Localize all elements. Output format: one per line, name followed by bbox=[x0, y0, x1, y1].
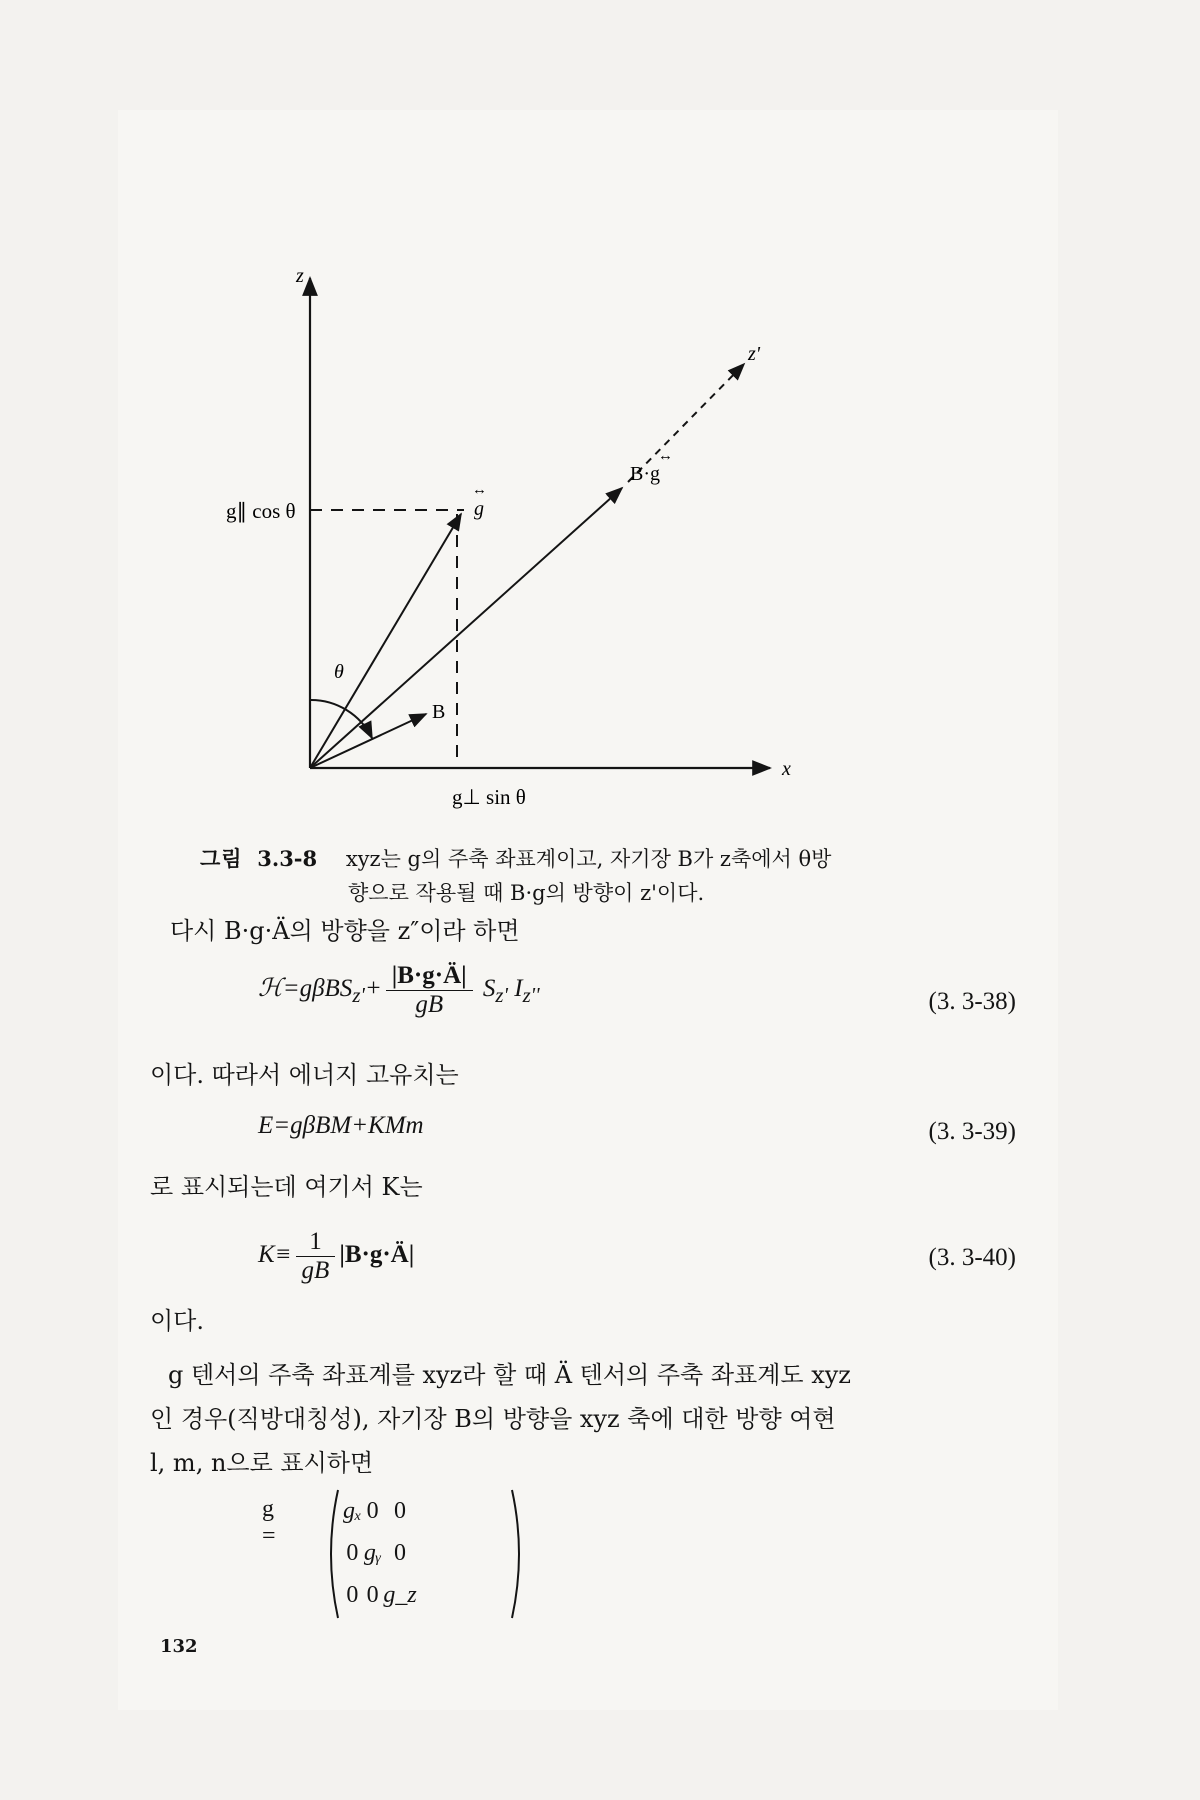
matrix-table bbox=[342, 1490, 418, 1616]
eq40-numerator: 1 bbox=[296, 1228, 336, 1257]
matrix-cell: g_z bbox=[383, 1581, 417, 1608]
bg-vector bbox=[310, 488, 622, 768]
g-label: g bbox=[474, 498, 484, 520]
b-label: B bbox=[432, 701, 446, 723]
matrix-row bbox=[342, 1574, 418, 1616]
caption-line1: xyz는 g의 주축 좌표계이고, 자기장 B가 z축에서 θ방 bbox=[345, 847, 832, 871]
eq38-numerator: |B·g·Ä| bbox=[386, 962, 473, 991]
eq38-sub3: z'' bbox=[522, 983, 540, 1008]
matrix-cell: 0 bbox=[394, 1497, 407, 1524]
paragraph-2: 이다. 따라서 에너지 고유치는 bbox=[150, 1061, 459, 1089]
matrix-bracket-left bbox=[322, 1488, 342, 1620]
g-tensor-mark: ↔ bbox=[472, 482, 487, 498]
eq38-sub1: z' bbox=[352, 983, 365, 1008]
matrix-cell: gₓ bbox=[343, 1497, 362, 1524]
matrix-cell: 0 bbox=[394, 1539, 407, 1566]
g-vector bbox=[310, 514, 461, 768]
caption-number: 3.3-8 bbox=[257, 846, 318, 871]
eq38-fraction bbox=[386, 962, 473, 1019]
zprime-label: z' bbox=[748, 343, 761, 365]
paragraph-4: 이다. bbox=[150, 1307, 204, 1335]
gpar-label: g∥ cos θ bbox=[226, 499, 296, 523]
eq40-denominator: gB bbox=[301, 1257, 330, 1284]
matrix-bracket-right bbox=[508, 1488, 528, 1620]
eq38-sub2: z' bbox=[495, 983, 508, 1008]
theta-label: θ bbox=[334, 661, 344, 683]
matrix-lhs: g = bbox=[262, 1496, 276, 1549]
eq40-number: (3. 3-40) bbox=[928, 1244, 1016, 1271]
equation-3-3-38 bbox=[258, 962, 540, 1019]
equation-3-3-40 bbox=[258, 1228, 414, 1285]
eq40-rhs: |B·g·Ä| bbox=[339, 1241, 415, 1269]
matrix-cell: gᵧ bbox=[363, 1539, 382, 1566]
theta-arc bbox=[310, 700, 372, 738]
bg-label: B·g bbox=[630, 463, 660, 485]
eq38-denominator: gB bbox=[415, 991, 444, 1018]
vector-diagram bbox=[118, 110, 1058, 810]
matrix-cell: 0 bbox=[366, 1581, 379, 1608]
paragraph-3: 로 표시되는데 여기서 K는 bbox=[150, 1173, 423, 1201]
eq38-number: (3. 3-38) bbox=[928, 988, 1016, 1015]
eq38-i: I bbox=[514, 975, 523, 1003]
equation-3-3-39: E=gβBM+KMm bbox=[258, 1112, 424, 1139]
eq40-lhs: K≡ bbox=[258, 1241, 292, 1269]
bg-tensor-mark: ↔ bbox=[658, 448, 673, 464]
x-label: x bbox=[782, 758, 791, 780]
paragraph-5-line3: l, m, n으로 표시하면 bbox=[150, 1449, 374, 1477]
figure-caption bbox=[200, 842, 1020, 910]
eq39-number: (3. 3-39) bbox=[928, 1118, 1016, 1145]
eq38-lhs: ℋ=gβBS bbox=[258, 975, 353, 1003]
caption-line2: 향으로 작용될 때 B·g의 방향이 z'이다. bbox=[348, 881, 705, 905]
eq40-fraction bbox=[296, 1228, 336, 1285]
b-vector bbox=[310, 714, 426, 768]
eq38-s: S bbox=[482, 975, 496, 1003]
matrix-row bbox=[342, 1490, 418, 1532]
page-number: 132 bbox=[160, 1636, 198, 1657]
matrix-row bbox=[342, 1532, 418, 1574]
caption-label: 그림 bbox=[200, 847, 243, 871]
paragraph-5-line2: 인 경우(직방대칭성), 자기장 B의 방향을 xyz 축에 대한 방향 여현 bbox=[150, 1405, 836, 1433]
paragraph-5-line1: g 텐서의 주축 좌표계를 xyz라 할 때 Ä 텐서의 주축 좌표계도 xyz bbox=[168, 1361, 851, 1389]
intro-text: 다시 B·g·Ä의 방향을 z″이라 하면 bbox=[170, 917, 520, 945]
gperp-label: g⊥ sin θ bbox=[452, 785, 526, 809]
eq38-plus: + bbox=[364, 975, 382, 1003]
matrix-cell: 0 bbox=[366, 1497, 379, 1524]
matrix-cell: 0 bbox=[346, 1581, 359, 1608]
z-label: z bbox=[296, 265, 304, 287]
matrix-cell: 0 bbox=[346, 1539, 359, 1566]
